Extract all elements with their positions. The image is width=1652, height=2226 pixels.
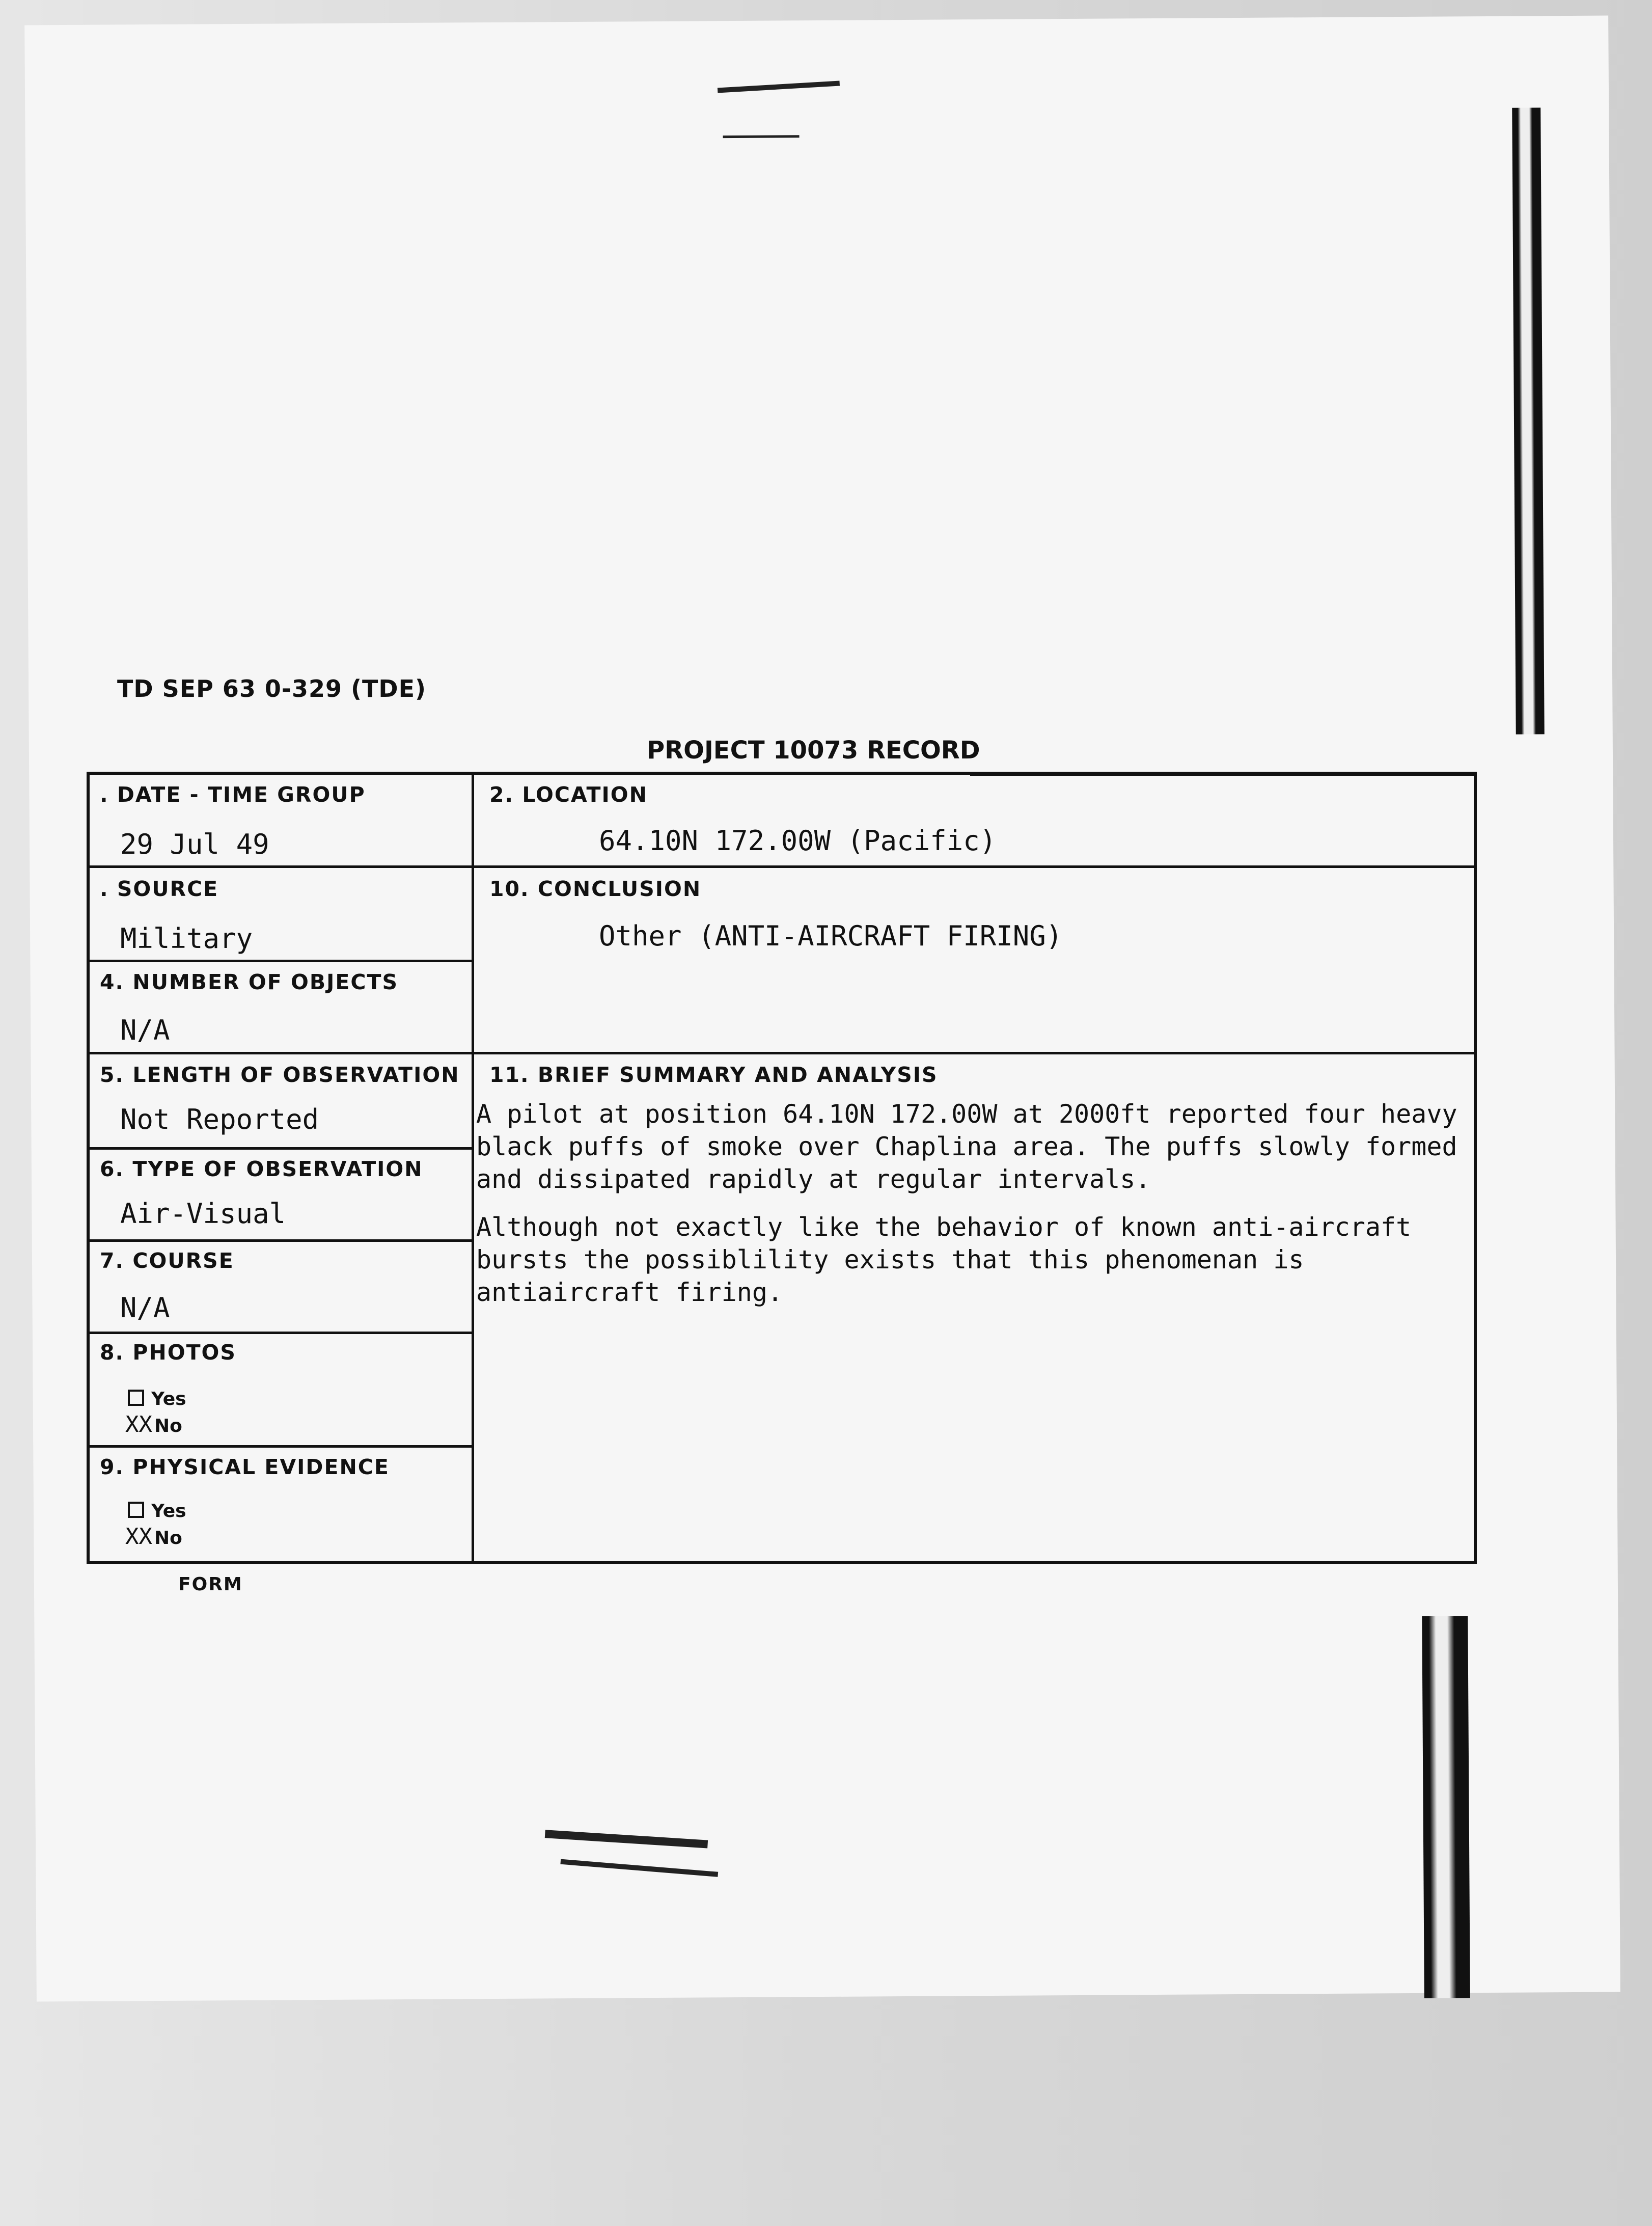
evidence-no-mark: XX xyxy=(125,1524,152,1550)
row-line-length xyxy=(90,1147,472,1150)
length-of-observation-label: 5. LENGTH OF OBSERVATION xyxy=(100,1063,460,1087)
date-time-group-value: 29 Jul 49 xyxy=(120,828,269,860)
footer-form-label: FORM xyxy=(178,1574,243,1595)
scan-mark-top xyxy=(718,80,840,93)
conclusion-value: Other (ANTI-AIRCRAFT FIRING) xyxy=(599,920,1063,952)
number-of-objects-value: N/A xyxy=(120,1014,170,1046)
length-of-observation-value: Not Reported xyxy=(120,1103,319,1135)
evidence-yes-option[interactable] xyxy=(128,1501,186,1522)
column-divider xyxy=(472,775,474,1564)
scan-mark-bottom xyxy=(545,1830,708,1848)
row-line-objects xyxy=(90,1052,472,1054)
type-of-observation-value: Air-Visual xyxy=(120,1198,286,1230)
brief-summary-text xyxy=(476,1098,1474,1324)
right-edge-shadow-top xyxy=(1512,107,1545,734)
evidence-no-label: No xyxy=(154,1528,182,1549)
evidence-yes-checkbox[interactable] xyxy=(128,1502,144,1518)
number-of-objects-label: 4. NUMBER OF OBJECTS xyxy=(100,970,398,994)
summary-paragraph-2: Although not exactly like the behavior of known anti-aircraft bursts the possiblility exists that this phenomenan is antiaircraft firing. xyxy=(476,1212,1412,1307)
row-line-location xyxy=(472,865,1475,868)
physical-evidence-label: 9. PHYSICAL EVIDENCE xyxy=(100,1455,390,1479)
photos-no-label: No xyxy=(154,1416,182,1436)
brief-summary-label: 11. BRIEF SUMMARY AND ANALYSIS xyxy=(489,1063,938,1087)
row-line-type xyxy=(90,1239,472,1242)
summary-paragraph-1: A pilot at position 64.10N 172.00W at 2000ft reported four heavy black puffs of smoke over Chaplina area. The puffs slowly formed and dissipated rapidly at regular intervals. xyxy=(476,1099,1457,1194)
photos-yes-label: Yes xyxy=(151,1389,186,1409)
scan-mark-bottom-2 xyxy=(560,1859,718,1877)
date-time-group-label: . DATE - TIME GROUP xyxy=(100,782,366,807)
evidence-yes-label: Yes xyxy=(151,1501,186,1522)
course-label: 7. COURSE xyxy=(100,1248,234,1273)
row-line-photos xyxy=(90,1445,472,1448)
form-header-line: TD SEP 63 0-329 (TDE) xyxy=(117,675,427,702)
photos-label: 8. PHOTOS xyxy=(100,1340,236,1365)
location-value: 64.10N 172.00W (Pacific) xyxy=(599,825,997,857)
location-label: 2. LOCATION xyxy=(489,782,648,807)
photos-no-option[interactable] xyxy=(125,1411,182,1437)
source-value: Military xyxy=(120,922,253,955)
record-title: PROJECT 10073 RECORD xyxy=(647,736,980,765)
photos-no-mark: XX xyxy=(125,1411,152,1437)
photos-yes-checkbox[interactable] xyxy=(128,1390,144,1406)
source-label: . SOURCE xyxy=(100,877,219,901)
row-line-source xyxy=(90,960,472,962)
right-edge-shadow-bottom xyxy=(1422,1616,1470,1998)
photos-yes-option[interactable] xyxy=(128,1389,186,1409)
evidence-no-option[interactable] xyxy=(125,1524,182,1550)
conclusion-label: 10. CONCLUSION xyxy=(489,877,702,901)
scan-mark-top-2 xyxy=(723,135,800,138)
type-of-observation-label: 6. TYPE OF OBSERVATION xyxy=(100,1157,423,1181)
course-value: N/A xyxy=(120,1292,170,1324)
row-line-course xyxy=(90,1332,472,1334)
row-line-conclusion xyxy=(472,1052,1475,1054)
row-line-date xyxy=(90,865,472,868)
